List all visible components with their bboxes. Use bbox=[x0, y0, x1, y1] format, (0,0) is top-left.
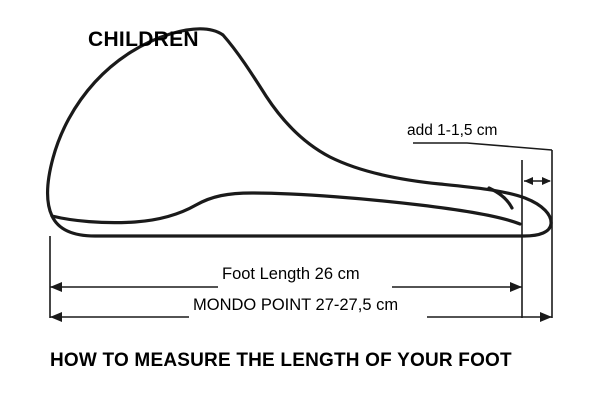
margin-leader-line bbox=[413, 143, 552, 150]
foot-length-arrow-left bbox=[50, 282, 62, 292]
margin-arrow-left-head bbox=[524, 177, 533, 185]
annotation-add-margin: add 1-1,5 cm bbox=[407, 122, 498, 139]
mondo-point-arrow-right bbox=[540, 312, 552, 322]
foot-arch-path bbox=[52, 193, 520, 224]
diagram-caption: HOW TO MEASURE THE LENGTH OF YOUR FOOT bbox=[50, 350, 512, 371]
diagram-title: CHILDREN bbox=[88, 28, 199, 51]
annotation-mondo-point: MONDO POINT 27-27,5 cm bbox=[193, 296, 399, 314]
mondo-point-arrow-left bbox=[50, 312, 62, 322]
margin-arrow-right-head bbox=[542, 177, 551, 185]
foot-length-arrow-right bbox=[510, 282, 522, 292]
annotation-foot-length: Foot Length 26 cm bbox=[222, 265, 360, 283]
